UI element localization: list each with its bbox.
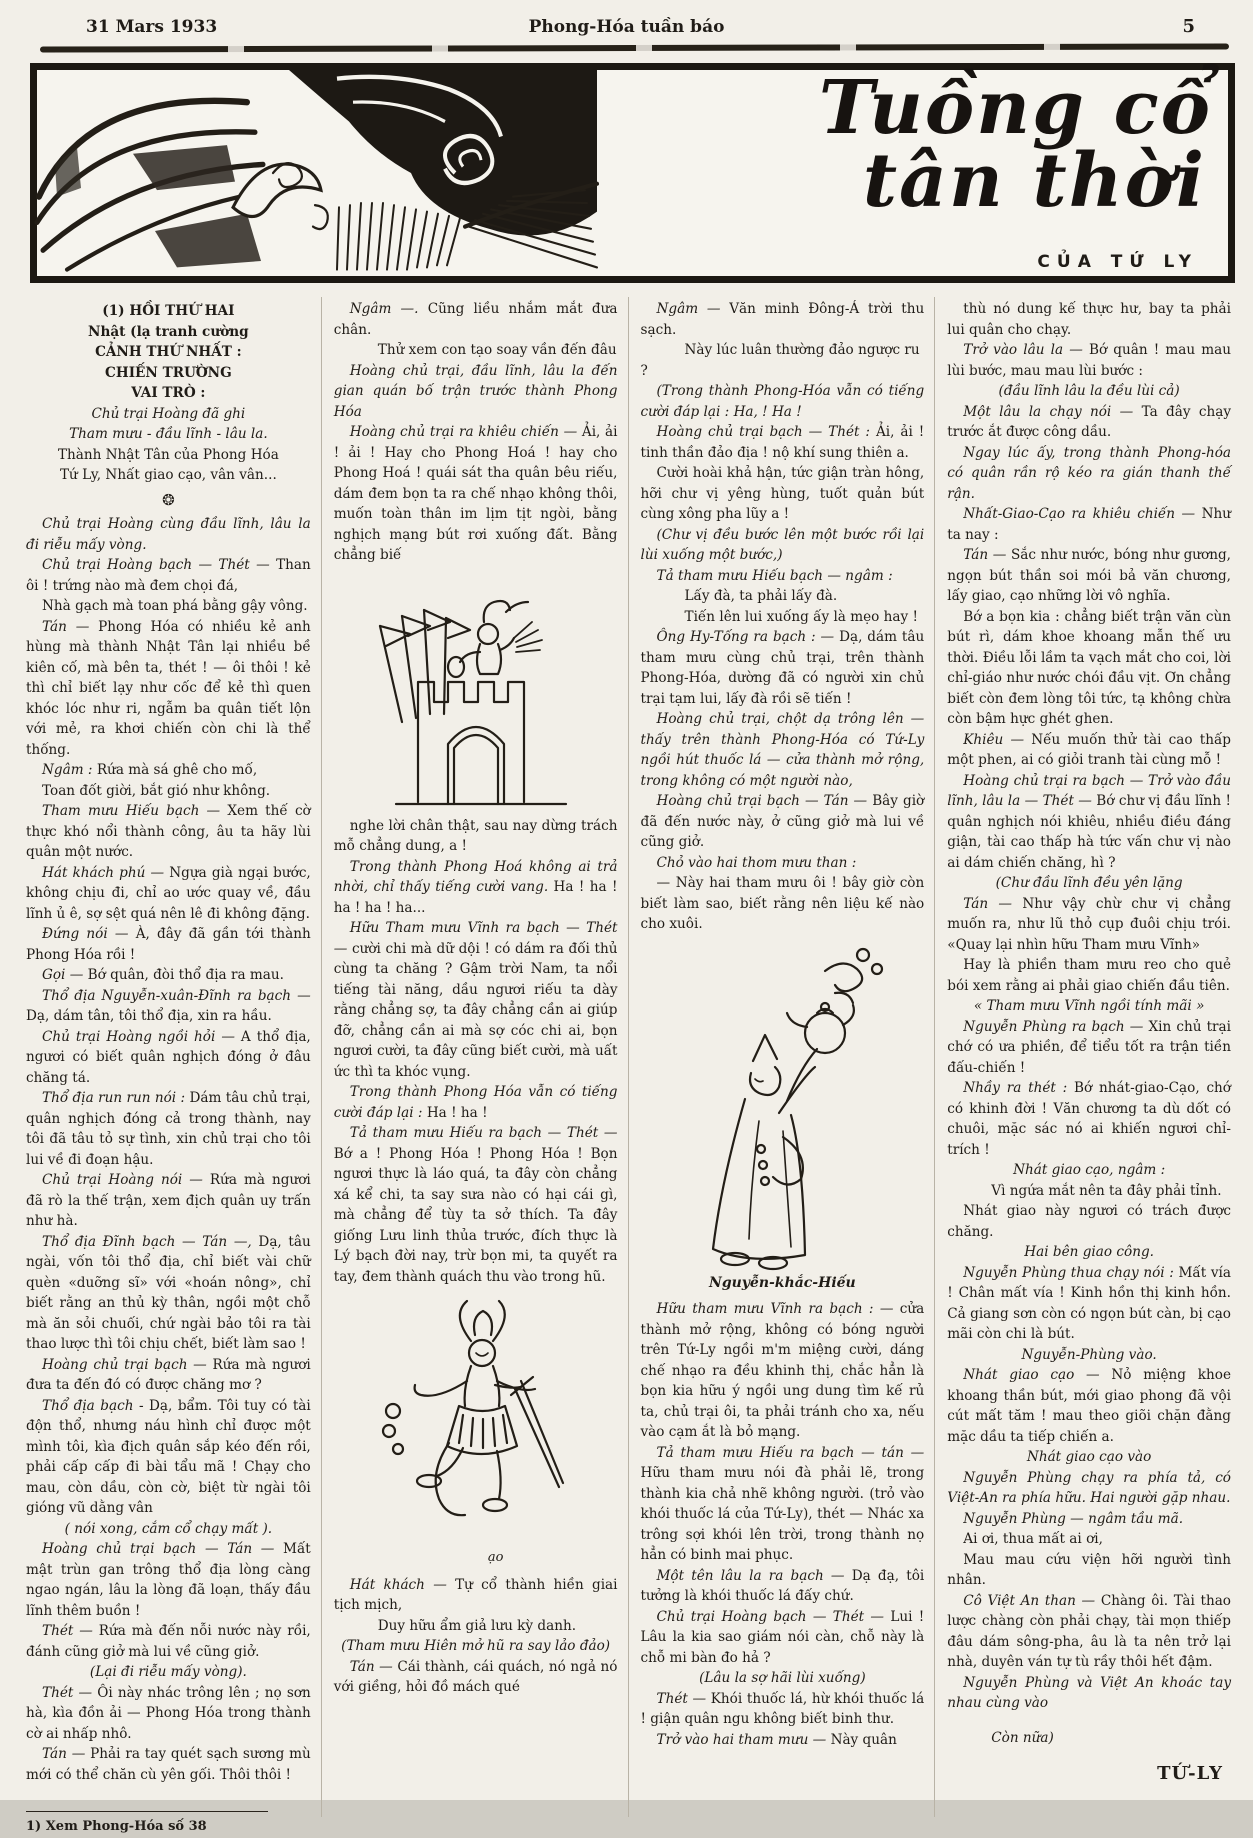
paragraph: Đứng nói — À, đây đã gần tới thành Phong Hóa rồi ! — [26, 926, 311, 963]
paragraph: Tả tham mưu Hiếu ra bạch — tán — Hữu tham mưu nói đà phải lẽ, trong thành kia chả nhẽ không người. (trỏ vào khói thuốc lá của Tứ-Ly), thét — Nhác xa trông sợi khói lên trời, trong thành nọ hẳn có binh mai phục. — [640, 1444, 925, 1563]
warrior-caption: ạo — [487, 1550, 504, 1565]
paragraph: Một tên lâu la ra bạch — Dạ đạ, tôi tưởng là khói thuốc lá đấy chứ. — [640, 1567, 925, 1604]
paragraph: Tán — Phải ra tay quét sạch sương mù mới có thể chăn cù yên gối. Thôi thôi ! — [26, 1746, 311, 1783]
paragraph: Thét — Rứa mà đến nỗi nước này rồi, đánh cũng giở mà lui về cũng giở. — [26, 1623, 311, 1660]
masthead-title-line2: tân thời — [862, 137, 1206, 224]
paragraph: Tham mưu Hiếu bạch — Xem thế cờ thực khó nổi thành công, âu ta hãy lùi quân một nước. — [26, 803, 311, 860]
paragraph: Ngâm — Văn minh Đông-Á trời thu sạch. — [640, 301, 925, 338]
paragraph: Một lâu la chạy nói — Ta đây chạy trước ắt được công dầu. — [947, 403, 1231, 440]
column-2 — [321, 297, 628, 1817]
paragraph: Tiến lên lui xuống ấy là mẹo hay ! — [684, 608, 918, 625]
juggler-caption: Nguyễn-khắc-Hiếu — [709, 1274, 856, 1291]
masthead-woodcut-art — [37, 70, 597, 276]
paragraph: Nhát giao cạo vào — [1026, 1449, 1152, 1465]
running-head — [0, 0, 1253, 43]
paragraph: Hoàng chủ trại ra bạch — Trở vào đầu lĩnh, lâu la — Thét — Bớ chư vị đầu lĩnh ! quân nghịch nói khiêu, nhiều điều đáng giận, tài cao thấp hà tức vấn chư vị nào ai dám chiến chăng, hì ? — [947, 772, 1231, 871]
paragraph: Thét — Ôi này nhác trông lên ; nọ sơn hà, kìa đồn ải — Phong Hóa trong thành cờ ai nhấp nhô. — [26, 1684, 311, 1742]
paragraph: Ngâm : Rứa mà sá ghê cho mố, — [42, 762, 258, 778]
paragraph: — Này hai tham mưu ôi ! bây giờ còn biết làm sao, biết rằng nên liệu kế nào cho xuôi. — [640, 875, 925, 932]
paragraph: Tán — Phong Hóa có nhiều kẻ anh hùng mà thành Nhật Tân lại nhiều bề kiên cố, mà bên ta, thét ! — ôi thôi ! kẻ thì chỉ biết lạy như cốc để kẻ thì quen khóc lóc như ri, ngẫm ba quân tiết lộn với mẻ, ra khơi chiến còn chi là thể thống. — [26, 618, 311, 758]
paragraph: Hoàng chủ trại, chột dạ trông lên — thấy trên thành Phong-Hóa có Tứ-Ly ngồi hút thuốc lá — cửa thành mở rộng, trong không có một người nào, — [640, 711, 925, 789]
paragraph: Tán — Cái thành, cái quách, nó ngả nó với giềng, hỏi đồ mách qué — [333, 1658, 618, 1695]
paragraph: (Chư đầu lĩnh đều yên lặng — [995, 875, 1183, 891]
paragraph: ( nói xong, cắm cổ chạy mất ). — [64, 1520, 273, 1537]
paragraph: Trong thành Phong Hoá không ai trả nhời, chỉ thấy tiếng cười vang. Ha ! ha ! ha ! ha ! ha... — [333, 858, 618, 916]
paragraph: Hai bên giao công. — [1024, 1244, 1154, 1260]
masthead — [30, 63, 1235, 283]
paragraph: Nguyễn Phùng — ngâm tầu mã. — [963, 1510, 1184, 1527]
article-columns — [0, 289, 1253, 1834]
paragraph: Thổ địa Nguyễn-xuân-Đĩnh ra bạch — Dạ, dám tân, tôi thổ địa, xin ra hầu. — [26, 987, 311, 1024]
paragraph: Hoàng chủ trại bạch — Rứa mà ngươi đưa ta đến đó có được chăng mơ ? — [26, 1356, 311, 1393]
paragraph: Thử xem con tạo soay vần đến đâu — [377, 342, 617, 358]
figure-castle-gate — [334, 572, 618, 810]
paragraph: Hát khách — Tự cổ thành hiền giai tịch mịch, — [333, 1576, 618, 1613]
paragraph: Hoàng chủ trại bạch — Thét : Ải, ải ! tinh thần đảo địa ! nộ khí sung thiên a. — [640, 424, 925, 461]
paragraph: Nhầy ra thét : Bớ nhát-giao-Cạo, chớ có khinh đời ! Văn chương ta dù dốt có chuôi, mặc sác nó ai khiến ngươi chỉ-trích ! — [947, 1080, 1231, 1158]
paragraph: Chỏ vào hai thom mưu than : — [656, 854, 857, 871]
paragraph: Nhát giao cạo, ngâm : — [1013, 1162, 1166, 1178]
paragraph: Nguyễn-Phùng vào. — [1021, 1346, 1157, 1363]
juggler-poet-illustration — [667, 941, 897, 1271]
paragraph: Tả tham mưu Hiếu ra bạch — Thét — Bớ a ! Phong Hóa ! Phong Hóa ! Bọn ngươi thực là láo quá, ta đây còn chẳng xá kể chi, ta say sưa nào có hại cái gì, mà chẳng để tùy ta sở thích. Ta đây giống Lưu linh thủa trước, đích thực là Lý bạch đời nay, trừ bọn mi, ta quyết ra tay, đem thành quách thu vào trong hũ. — [333, 1125, 618, 1285]
paragraph: Nguyễn Phùng thua chạy nói : Mất vía ! Chân mất vía ! Kinh hồn thị kinh hồn. Cả giang sơn còn có ngọn bút càn, bị cạo mãi còn chi là bút. — [947, 1264, 1231, 1342]
paragraph: Chủ trại Hoàng cùng đầu lĩnh, lâu la đi riễu mấy vòng. — [26, 516, 311, 553]
act-heading-line: Thành Nhật Tân của Phong Hóa — [57, 446, 279, 463]
paragraph: Ngâm —. Cũng liều nhắm mắt đưa chân. — [333, 301, 618, 338]
paragraph: (Lâu la sợ hãi lùi xuống) — [699, 1670, 866, 1686]
paragraph: Trong thành Phong Hóa vẫn có tiếng cười đáp lại : Ha ! ha ! — [333, 1084, 618, 1121]
paragraph: Thét — Khói thuốc lá, hừ khói thuốc lá ! giận quân ngu không biết binh thư. — [640, 1690, 925, 1727]
column-3 — [628, 297, 935, 1817]
paragraph: Thổ địa Đĩnh bạch — Tán —, Dạ, tâu ngài, vốn tôi thổ địa, chỉ biết vài chữ quèn «duỡng sĩ» với «hoán nông», chỉ biết rằng an thủ kỳ thân, ngồi một chỗ mà ăn sỏi chuối, chứ ngài bảo tôi ra tài thao lược thì tôi chịu chết, biết làm sao ! — [26, 1233, 311, 1352]
paragraph: Trở vào lâu la — Bớ quân ! mau mau lùi bước, mau mau lùi bước : — [947, 342, 1231, 379]
paragraph: Nguyễn Phùng chạy ra phía tả, có Việt-An ra phía hữu. Hai người gặp nhau. — [947, 1469, 1231, 1506]
act-heading-line: CHIẾN TRƯỜNG — [105, 364, 232, 381]
paragraph: « Tham mưu Vĩnh ngồi tính mãi » — [973, 998, 1205, 1014]
paragraph: thù nó dung kế thực hư, bay ta phải lui quân cho chạy. — [947, 301, 1231, 338]
act-heading-line: (1) HỒI THỨ HAI — [102, 303, 235, 319]
figure-juggler-poet — [641, 941, 925, 1294]
footnote: 1) Xem Phong-Hóa số 38 — [26, 1811, 268, 1838]
paragraph: nghe lời chân thật, sau nay dừng trách mỗ chẳng dung, a ! — [333, 817, 618, 854]
act-heading-line: VAI TRÒ : — [131, 385, 206, 401]
paragraph: Ngay lúc ấy, trong thành Phong-hóa có quân rần rộ kéo ra gián thanh thế rận. — [947, 444, 1231, 502]
paragraph: Hay là phiền tham mưu reo cho quẻ bói xem rằng ai phải giao chiến đầu tiên. — [947, 957, 1231, 994]
masthead-title — [818, 65, 1212, 224]
paragraph: Ông Hy-Tống ra bạch : — Dạ, dám tâu tham mưu cùng chủ trại, trên thành Phong-Hóa, dường đã có người xin chủ trại tạm lui, lấy đà rồi sẽ tiến ! — [640, 629, 925, 707]
paragraph: Gọi — Bớ quân, đòi thổ địa ra mau. — [42, 967, 284, 983]
paragraph: Mau mau cứu viện hỡi người tình nhân. — [947, 1551, 1231, 1588]
masthead-title-line1: Tuồng cổ — [818, 65, 1212, 151]
paragraph: Nguyễn Phùng và Việt An khoác tay nhau cùng vào — [947, 1674, 1231, 1711]
paragraph: Hát khách phú — Ngựa già ngại bước, không chịu đi, chỉ ao ước quay về, đầu lĩnh ủ ê, sợ sệt quá nên lê đi không đặng. — [26, 864, 311, 922]
column-4 — [934, 297, 1241, 1817]
act-heading-line: Nhật (lạ tranh cường — [88, 323, 249, 340]
paragraph: (Tham mưu Hiên mở hũ ra say lảo đảo) — [341, 1638, 611, 1654]
paragraph: Hoàng chủ trại bạch — Tán — Mất mật trùn gan trông thổ địa lòng càng ngao ngán, lâu la lòng đã loạn, thấy đầu lĩnh thêm buồn ! — [26, 1541, 311, 1619]
to-be-continued: Còn nữa) — [991, 1729, 1054, 1746]
paragraph: Nguyễn Phùng ra bạch — Xin chủ trại chớ có ưa phiền, để tiểu tốt ra trận tiền đấu-chiến ! — [947, 1018, 1231, 1076]
paragraph: Nhà gạch mà toan phá bằng gậy vông. — [42, 598, 308, 614]
paragraph: Trở vào hai tham mưu — Này quân — [656, 1731, 897, 1748]
paragraph: Lấy đà, ta phải lấy đà. — [684, 588, 838, 604]
paragraph: Toan đốt giời, bắt gió như không. — [42, 782, 271, 799]
paragraph: Chủ trại Hoàng nói — Rứa mà ngươi đã rò la thế trận, xem địch quân uy trấn như hà. — [26, 1172, 311, 1229]
paragraph: (đầu lĩnh lâu la đều lùi cả) — [998, 383, 1180, 399]
act-heading-line: Chủ trại Hoàng đã ghi — [91, 405, 246, 422]
paragraph: Cô Việt An than — Chàng ôi. Tài thao lược chàng còn phải chạy, tài mọn thiếp đâu dám sông-pha, âu là ta nên trở lại nhà, duyên ván tự tù rầy thôi hết đậm. — [947, 1592, 1231, 1670]
paragraph: Này lúc luân thường đảo ngược ru ? — [640, 342, 920, 379]
paragraph: Chủ trại Hoàng bạch — Thét — Lui ! Lâu la kia sao giám nói càn, chỗ này là chỗ mi bàn đo hả ? — [640, 1608, 925, 1666]
paragraph: Vì ngứa mắt nên ta đây phải tỉnh. — [991, 1182, 1222, 1199]
dancing-warrior-illustration — [363, 1293, 588, 1548]
journal-name: Phong-Hóa tuần báo — [528, 17, 725, 37]
paragraph: Nhát giao này ngươi có trách được chăng. — [947, 1203, 1231, 1240]
paragraph: Bớ a bọn kia : chẳng biết trận văn cùn bút rì, dám khoe khoang mẫn thế ưu thời. Điều lỗi lầm ta vạch mắt cho coi, lời chỉ-giáo như nước chói đầu vịt. Ơn chẳng biết còn đem lòng tôi tức, tạ không chừa còn bậm hực ghét ghen. — [947, 608, 1231, 727]
paragraph: Hoàng chủ trại, đầu lĩnh, lâu la đến gian quán bố trận trước thành Phong Hóa — [333, 362, 618, 420]
paragraph: Tán — Như vậy chừ chư vị chẳng muốn ra, như lũ thỏ cụp đuôi chịu trói. «Quay lại nhìn hữu Tham mưu Vĩnh» — [947, 895, 1231, 953]
paragraph: Tả tham mưu Hiếu bạch — ngâm : — [656, 567, 893, 584]
paragraph: Chủ trại Hoàng bạch — Thét — Than ôi ! trứng nào mà đem chọi đá, — [26, 557, 311, 594]
column-1 — [14, 297, 321, 1834]
paragraph: (Lại đi riễu mấy vòng). — [89, 1664, 247, 1680]
paragraph: Khiêu — Nếu muốn thử tài cao thấp một phen, ai có giỏi tranh tài cùng mỗ ! — [947, 731, 1231, 768]
act-heading — [26, 301, 311, 486]
paragraph: Nhát giao cạo — Nỏ miệng khoe khoang thần bút, mới giao phong đã vội cút mất tăm ! mau theo giõi chặn đằng mặc dầu ta tiếp chiến a. — [947, 1367, 1231, 1445]
paragraph: (Chư vị đều bước lên một bước rồi lại lùi xuống một bước,) — [640, 526, 925, 563]
paragraph: Chủ trại Hoàng ngồi hỏi — A thổ địa, ngươi có biết quân nghịch đóng ở đâu chăng tá. — [26, 1028, 311, 1086]
paragraph: Thổ địa bạch - Dạ, bẩm. Tôi tuy có tài độn thổ, nhưng náu hình chỉ được một mình tôi, kìa địch quân sắp kéo đến rồi, phải cấp cấp đi bài tẩu mã ! Chạy cho mau, còn dầu, còn cờ, biệt từ ngài tôi gióng vũ dằng vân — [26, 1397, 311, 1516]
header-rule — [40, 43, 1229, 52]
paragraph: Cười hoài khả hận, tức giận tràn hông, hỡi chư vị yêng hùng, tuốt quản bút cùng xông pha lũy a ! — [640, 465, 925, 522]
paragraph: Hoàng chủ trại ra khiêu chiến — Ải, ải ! ải ! Hay cho Phong Hoá ! hay cho Phong Hoá ! quái sát tha quân bêu riếu, dám đem bọn ta ra chế nhạo không thôi, muốn toàn thân im lịm tịt ngòi, bằng nghịch mạng bút rơi xuống đất. Bằng chẳng biế — [333, 424, 618, 563]
paragraph: Thổ địa run run nói : Dám tâu chủ trại, quân nghịch đóng cả trong thành, nay tôi đã tâu tỏ sự tình, xin chủ trại cho tôi lui về đi đoạn hậu. — [26, 1090, 311, 1168]
issue-date: 31 Mars 1933 — [86, 17, 218, 37]
act-heading-line: Tham mưu - đầu lĩnh - lâu la. — [69, 426, 268, 442]
paragraph: Nhất-Giao-Cạo ra khiêu chiến — Như ta nay : — [947, 506, 1231, 543]
castle-gate-illustration — [356, 572, 596, 810]
act-heading-line: Tứ Ly, Nhất giao cạo, vân vân... — [59, 467, 277, 483]
paragraph: (Trong thành Phong-Hóa vẫn có tiếng cười đáp lại : Ha, ! Ha ! — [640, 383, 925, 420]
paragraph: Hoàng chủ trại bạch — Tán — Bây giờ đã đến nước này, ở cũng giở mà lui về cũng giở. — [640, 793, 925, 850]
masthead-byline: CỦA TỨ LY — [1037, 252, 1198, 272]
ornament-glyph: ❂ — [162, 490, 175, 509]
act-heading-line: CẢNH THỨ NHẤT : — [95, 344, 242, 360]
paragraph: Ai ơi, thua mất ai ơi, — [963, 1531, 1103, 1547]
paragraph: Hữu tham mưu Vĩnh ra bạch : — cửa thành mở rộng, không có bóng người trên Tứ-Ly ngồi m'm miệng cười, dáng chế nhạo ra đều khinh thị, chắc hẳn là bọn kia hữu ý ngồi ung dung tìm kế rủ ta, chủ trại ôi, ta phải tránh cho xa, nếu vào cạm ắt là bỏ mạng. — [640, 1301, 925, 1440]
paragraph: Tán — Sắc như nước, bóng như gương, ngọn bút thần soi mói bả văn chương, lấy giao, cạo những lời vô nghĩa. — [947, 547, 1231, 604]
author-signature: TỨ-LY — [1157, 1763, 1223, 1784]
page-number: 5 — [1182, 16, 1195, 37]
paragraph: Hữu Tham mưu Vĩnh ra bạch — Thét — cười chi mà dữ dội ! có dám ra đối thủ cùng ta chăng ? Gậm trời Nam, ta nổi tiếng tài năng, dầu ngươi riếu ta dày rằng chẳng sợ, ta đây chẳng cần ai giúp đỡ, chẳng cần ai mà sợ cóc chi ai, bọn ngươi cười, ta đây cũng biết cười, mà uất ức thì ta khóc vụng. — [333, 920, 618, 1080]
paragraph: Duy hữu ẩm giả lưu kỳ danh. — [377, 1617, 577, 1634]
figure-dancing-warrior — [334, 1293, 618, 1569]
